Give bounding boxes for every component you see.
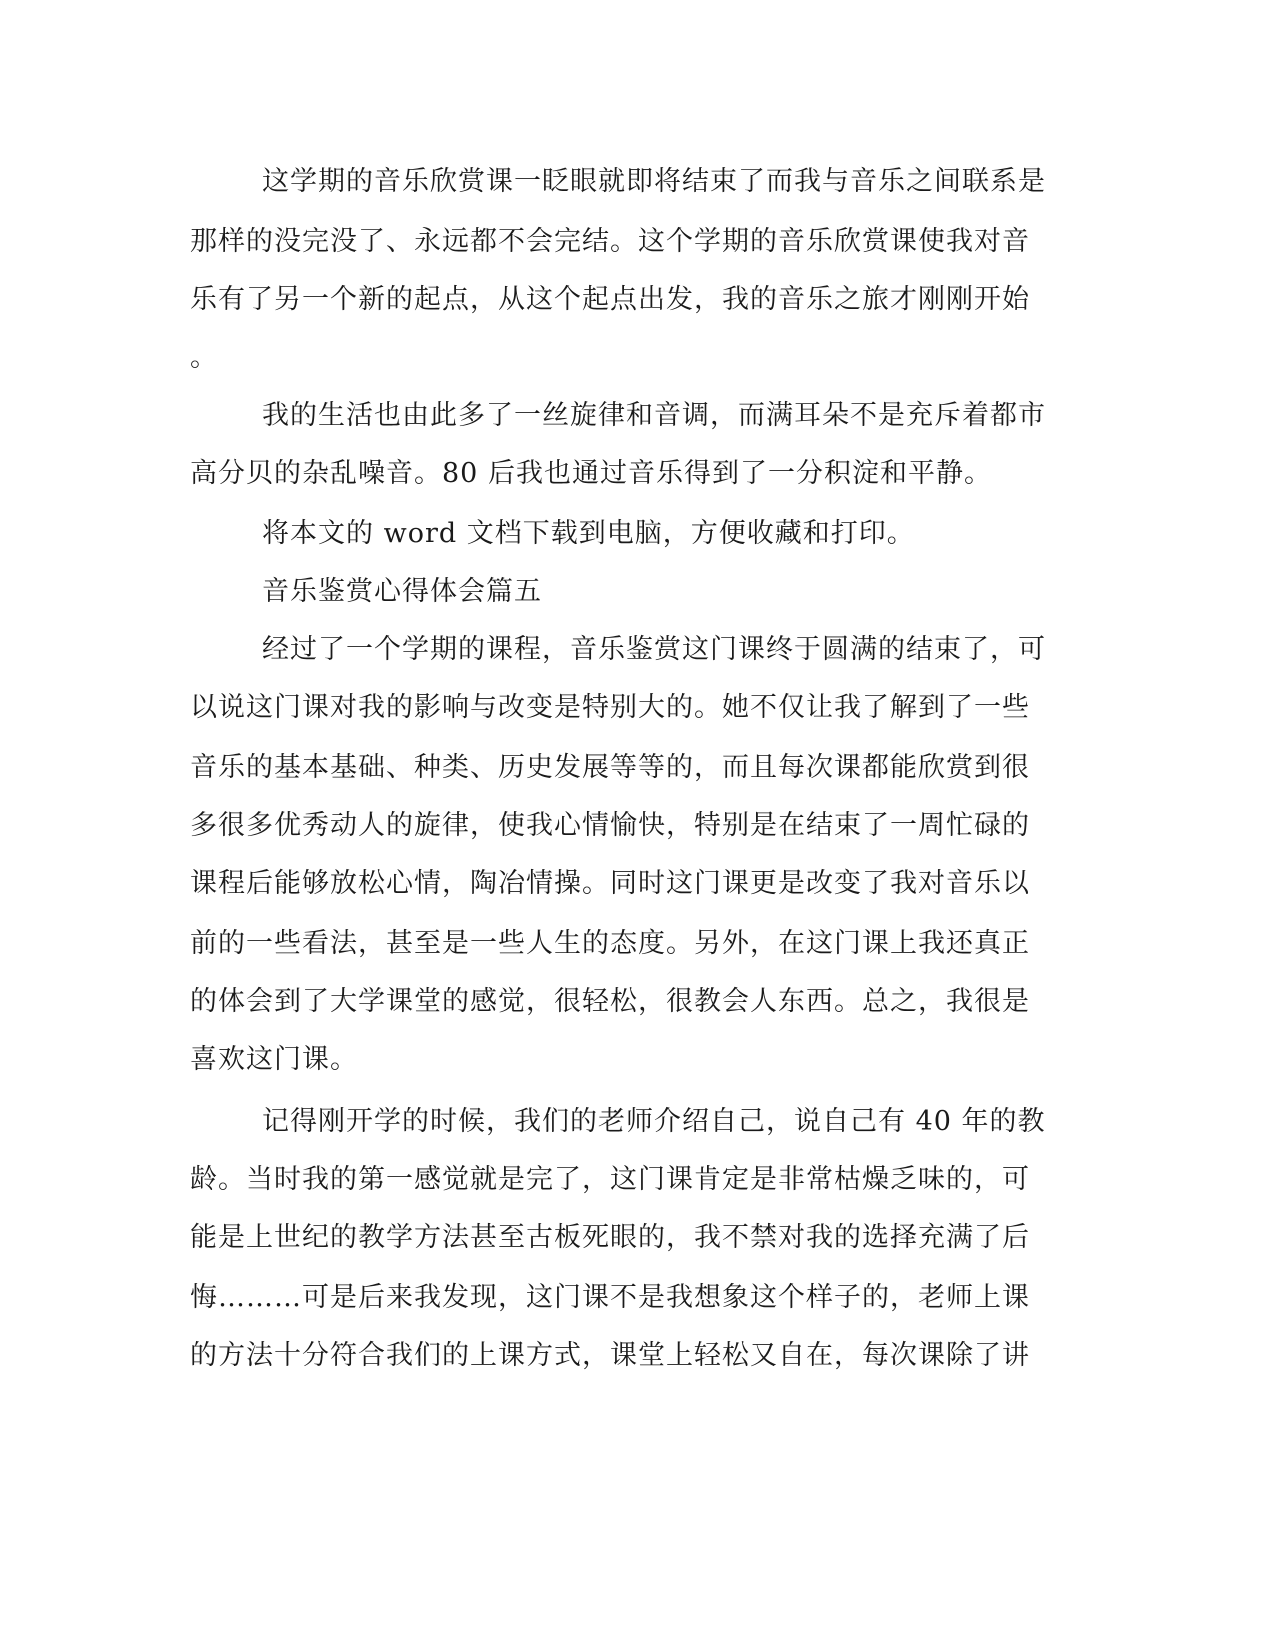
text-line: 喜欢这门课。 [190,1044,358,1075]
text-line: 前的一些看法，甚至是一些人生的态度。另外，在这门课上我还真正 [190,928,1030,959]
text-line: 我的生活也由此多了一丝旋律和音调，而满耳朵不是充斥着都市 [262,400,1046,431]
text-line: 经过了一个学期的课程，音乐鉴赏这门课终于圆满的结束了，可 [262,634,1046,665]
text-line: 能是上世纪的教学方法甚至古板死眼的，我不禁对我的选择充满了后 [190,1222,1030,1253]
text-line: 记得刚开学的时候，我们的老师介绍自己，说自己有 40 年的教 [262,1106,1046,1137]
text-line: 音乐的基本基础、种类、历史发展等等的，而且每次课都能欣赏到很 [190,752,1030,783]
text-line: 悔………可是后来我发现，这门课不是我想象这个样子的，老师上课 [190,1282,1030,1313]
text-line: 的体会到了大学课堂的感觉，很轻松，很教会人东西。总之，我很是 [190,986,1030,1017]
text-line: 。 [190,342,218,373]
text-line: 乐有了另一个新的起点，从这个起点出发，我的音乐之旅才刚刚开始 [190,284,1030,315]
text-line: 以说这门课对我的影响与改变是特别大的。她不仅让我了解到了一些 [190,692,1030,723]
text-line: 龄。当时我的第一感觉就是完了，这门课肯定是非常枯燥乏味的，可 [190,1164,1030,1195]
text-line: 课程后能够放松心情，陶冶情操。同时这门课更是改变了我对音乐以 [190,868,1030,899]
text-line: 这学期的音乐欣赏课一眨眼就即将结束了而我与音乐之间联系是 [262,166,1046,197]
text-line: 那样的没完没了、永远都不会完结。这个学期的音乐欣赏课使我对音 [190,226,1030,257]
text-line: 的方法十分符合我们的上课方式，课堂上轻松又自在，每次课除了讲 [190,1340,1030,1371]
text-line: 将本文的 word 文档下载到电脑，方便收藏和打印。 [262,518,915,549]
section-heading: 音乐鉴赏心得体会篇五 [262,576,542,607]
text-line: 高分贝的杂乱噪音。80 后我也通过音乐得到了一分积淀和平静。 [190,458,992,489]
text-line: 多很多优秀动人的旋律，使我心情愉快，特别是在结束了一周忙碌的 [190,810,1030,841]
